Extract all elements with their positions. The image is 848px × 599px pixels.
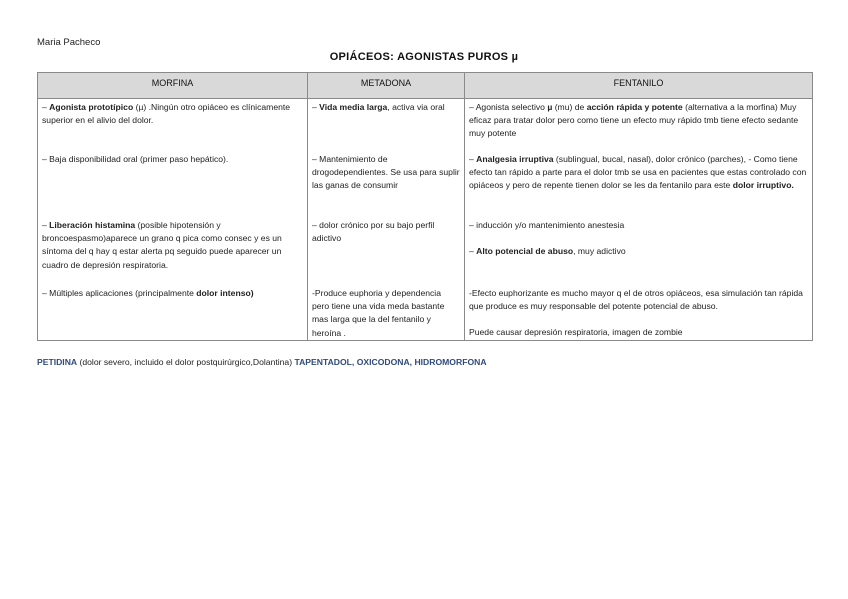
cell-fentanilo [465, 153, 813, 219]
cell-paragraph [469, 153, 808, 193]
cell-morfina [38, 287, 308, 340]
bold-text: dolor irruptivo. [732, 180, 794, 191]
text-run: – dolor crónico por su bajo perfil adictivo [312, 220, 435, 244]
text-run: – [469, 246, 477, 257]
text-run: -Efecto euphorizante es mucho mayor q el de otros opiáceos, esa simulación tan rápida que produce es muy responsable del potente potencial de abuso. [469, 288, 803, 312]
cell-paragraph [312, 219, 460, 245]
text-run: – Baja disponibilidad oral (primer paso hepático). [42, 154, 229, 164]
text-run: -Produce euphoria y dependencia pero tiene una vida meda bastante mas larga que la del fentanilo y heroína . [312, 288, 445, 338]
cell-paragraph [42, 287, 303, 300]
drug-name: PETIDINA [37, 357, 78, 367]
text-run: – [42, 220, 50, 230]
text-run: – [42, 102, 50, 112]
bold-text: µ [547, 102, 553, 112]
text-run: (mu) de [552, 102, 587, 112]
bold-text: Agonista prototípico [49, 102, 134, 112]
page-title: OPIÁCEOS: AGONISTAS PUROS µ [329, 51, 519, 63]
text-run: (posible hipotensión y broncoespasmo)aparece un grano q pica como consec y es un síntoma del q hay q estar alerta pq seguido puede aparecer un cuadro de depresión respiratoria. [42, 220, 282, 270]
cell-paragraph [312, 153, 460, 193]
table-row [38, 99, 813, 154]
cell-paragraph [42, 153, 303, 166]
bold-text: Analgesia irruptiva [476, 154, 554, 164]
text-run: – [312, 102, 320, 112]
cell-paragraph [469, 219, 808, 232]
text-run: – inducción y/o mantenimiento anestesia [469, 220, 625, 230]
bold-text: Liberación histamina [49, 220, 136, 230]
text-run: (µ) .Ningún otro opiáceo es clínicamente superior en el alivio del dolor. [42, 102, 291, 126]
table-row [38, 219, 813, 287]
bold-text: acción rápida y potente [586, 102, 683, 112]
cell-metadona [308, 219, 465, 287]
cell-morfina [38, 219, 308, 287]
text-run: (sublingual, bucal, nasal), dolor crónico (parches), - Como tiene efecto tan rápido a parte para el dolor tmb se usa en pacientes que estas controlado con opiáceos y pero de repente tienen dolor se les da fentanilo para este [469, 154, 807, 191]
cell-paragraph [42, 219, 303, 272]
header-metadona: METADONA [308, 73, 465, 99]
cell-paragraph [469, 245, 808, 258]
bold-text: Vida media larga [319, 102, 388, 112]
cell-paragraph [42, 101, 303, 127]
table-row [38, 287, 813, 340]
cell-paragraph [469, 287, 808, 313]
table-header-row [38, 73, 813, 99]
cell-fentanilo [465, 287, 813, 340]
text-run: – Agonista selectivo [469, 102, 548, 112]
cell-metadona [308, 287, 465, 340]
drug-name: TAPENTADOL, OXICODONA, HIDROMORFONA [294, 357, 487, 367]
header-fentanilo: FENTANILO [465, 73, 813, 99]
header-morfina: MORFINA [38, 73, 308, 99]
cell-fentanilo [465, 219, 813, 287]
cell-paragraph [312, 287, 460, 340]
text-run: – Mantenimiento de drogodependientes. Se usa para suplir las ganas de consumir [312, 154, 460, 191]
text-run: , activa via oral [387, 102, 445, 112]
bold-text: Alto potencial de abuso [476, 246, 574, 257]
opioids-table [37, 72, 813, 341]
text-run: , muy adictivo [573, 246, 626, 257]
text-run: – [469, 154, 477, 164]
cell-metadona [308, 153, 465, 219]
author-name: Maria Pacheco [37, 37, 101, 48]
text-run: – Múltiples aplicaciones (principalmente [42, 288, 197, 298]
table-row [38, 153, 813, 219]
footer-text: (dolor severo, incluido el dolor postquirúrgico,Dolantina) [77, 357, 295, 367]
cell-morfina [38, 153, 308, 219]
cell-paragraph [312, 101, 460, 114]
bold-text: dolor intenso) [196, 288, 254, 298]
cell-metadona [308, 99, 465, 154]
cell-paragraph [469, 101, 808, 141]
cell-paragraph [469, 326, 808, 339]
text-run: Puede causar depresión respiratoria, imagen de zombie [469, 327, 683, 338]
footer-note [37, 357, 487, 367]
cell-morfina [38, 99, 308, 154]
cell-fentanilo [465, 99, 813, 154]
text-run: (alternativa a la morfina) Muy eficaz para tratar dolor pero como tiene un efecto muy rápido tmb tiene efecto sedante muy potente [469, 102, 799, 139]
